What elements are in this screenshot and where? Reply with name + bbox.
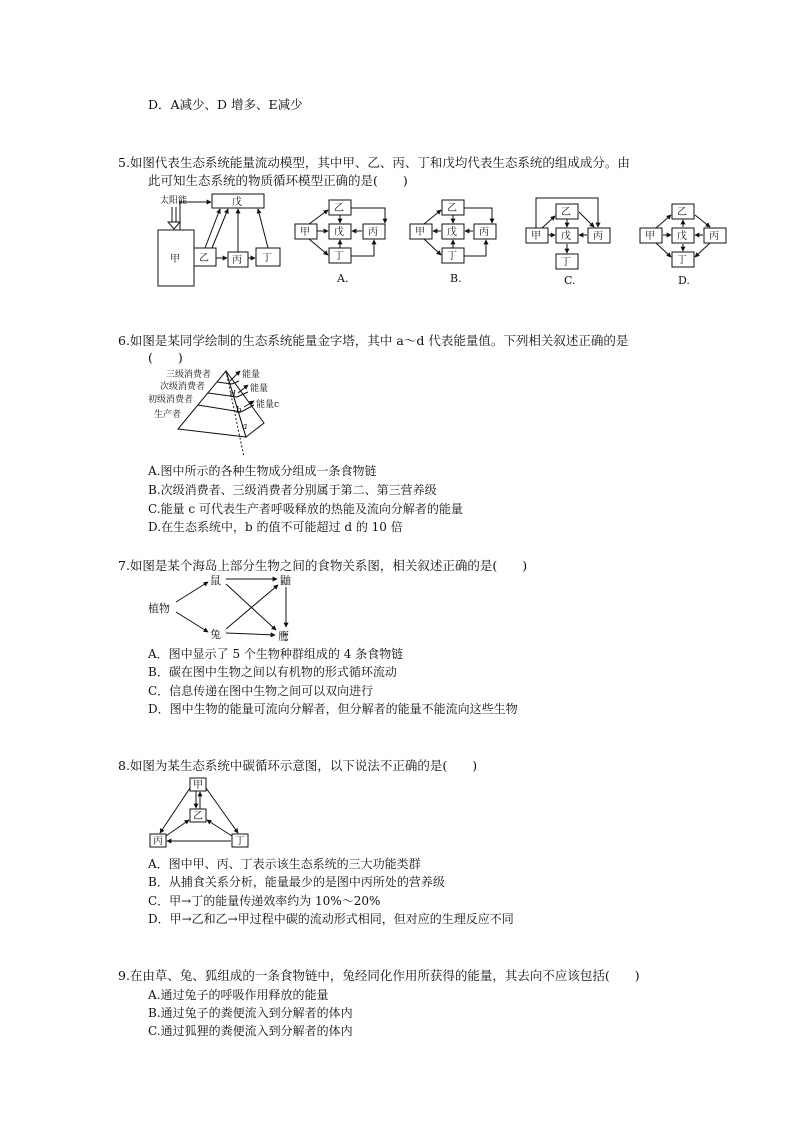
q7-plant: 植物 (148, 602, 170, 615)
q7-food-web (146, 572, 306, 644)
q8-bing: 丙 (153, 836, 163, 847)
q9-option-b[interactable]: B.通过兔子的粪便流入到分解者的体内 (148, 1006, 353, 1020)
q5-b-bing: 丙 (479, 227, 489, 238)
q5-b-yi: 乙 (447, 203, 457, 214)
q6-energy-label-2: 能量 (250, 384, 269, 394)
q7-rabbit: 兔 (210, 628, 221, 641)
q5-option-d-diagram (634, 198, 734, 288)
q5-a-bing: 丙 (368, 227, 378, 238)
q5-option-b-diagram (408, 198, 508, 288)
q6-level-primary: 初级消费者 (148, 395, 194, 405)
q5-jia-box: 甲 (170, 254, 180, 265)
q8-option-c[interactable]: C．甲→丁的能量传递效率约为 10%～20% (148, 894, 381, 908)
q6-stem-line2: ( ) (148, 350, 183, 365)
q5-option-a-diagram (291, 198, 391, 288)
q7-rat: 鼠 (210, 574, 221, 587)
q5-c-bing: 丙 (593, 231, 603, 242)
q5-d-yi: 乙 (677, 207, 687, 218)
q6-letter-b: b (236, 406, 242, 416)
q5-a-yi: 乙 (334, 203, 344, 214)
q5-yi-box: 乙 (199, 253, 209, 264)
q5-d-wu: 戊 (677, 231, 687, 242)
q6-energy-label-c: 能量c (256, 400, 280, 410)
q5-c-ding: 丁 (561, 257, 571, 268)
q7-option-b[interactable]: B．碳在图中生物之间以有机物的形式循环流动 (148, 665, 397, 679)
q5-b-jia: 甲 (415, 227, 425, 238)
q5-stem-line2: 此可知生态系统的物质循环模型正确的是( ) (148, 173, 408, 188)
q6-option-c[interactable]: C.能量 c 可代表生产者呼吸释放的热能及流向分解者的能量 (148, 502, 463, 516)
q6-level-tertiary: 三级消费者 (166, 370, 212, 380)
q5-d-ding: 丁 (677, 255, 687, 266)
q9-option-c[interactable]: C.通过狐狸的粪便流入到分解者的体内 (148, 1024, 353, 1038)
q5-sun-label: 太阳能 (160, 196, 188, 206)
q8-carbon-cycle (148, 776, 252, 850)
q6-option-b[interactable]: B.次级消费者、三级消费者分别属于第二、第三营养级 (148, 483, 437, 497)
q5-option-c-diagram (522, 198, 622, 288)
q5-a-jia: 甲 (300, 227, 310, 238)
q8-option-d[interactable]: D．甲→乙和乙→甲过程中碳的流动形式相同，但对应的生理反应不同 (148, 912, 514, 926)
q7-snake: 鼬 (280, 574, 291, 587)
q5-energy-flow-model (150, 192, 290, 288)
q6-option-d[interactable]: D.在生态系统中，b 的值不可能超过 d 的 10 倍 (148, 520, 403, 534)
q9-option-a[interactable]: A.通过兔子的呼吸作用释放的能量 (148, 988, 329, 1002)
q6-energy-pyramid (146, 367, 296, 462)
q5-b-ding: 丁 (447, 251, 457, 262)
q5-option-a-label[interactable]: A. (337, 272, 349, 285)
q5-c-yi: 乙 (561, 207, 571, 218)
q8-jia: 甲 (193, 780, 203, 791)
q9-stem: 9.在由草、兔、狐组成的一条食物链中，兔经同化作用所获得的能量，其去向不应该包括( ) (118, 968, 640, 983)
q7-option-d[interactable]: D．图中生物的能量可流向分解者，但分解者的能量不能流向这些生物 (148, 702, 518, 716)
q7-option-a[interactable]: A．图中显示了 5 个生物种群组成的 4 条食物链 (148, 647, 404, 661)
q5-wu-box: 戊 (232, 197, 242, 208)
q5-ding-box: 丁 (262, 253, 272, 264)
q6-level-secondary: 次级消费者 (160, 382, 206, 392)
q6-stem-line1: 6.如图是某同学绘制的生态系统能量金字塔，其中 a～d 代表能量值。下列相关叙述正确的是 (118, 333, 629, 348)
q8-yi: 乙 (193, 811, 203, 822)
q8-option-b[interactable]: B．从捕食关系分析，能量最少的是图中丙所处的营养级 (148, 875, 445, 889)
q6-level-producer: 生产者 (154, 410, 182, 420)
q5-option-d-label[interactable]: D. (678, 274, 690, 287)
q6-letter-d: d (230, 390, 236, 400)
q8-ding: 丁 (235, 836, 245, 847)
q5-a-ding: 丁 (334, 251, 344, 262)
q5-stem-line1: 5.如图代表生态系统能量流动模型，其中甲、乙、丙、丁和戊均代表生态系统的组成成分。由 (118, 155, 630, 170)
q5-a-wu: 戊 (334, 227, 344, 238)
q7-eagle: 鹰 (278, 630, 289, 643)
q5-c-jia: 甲 (531, 231, 541, 242)
q5-d-jia: 甲 (645, 231, 655, 242)
q8-stem: 8.如图为某生态系统中碳循环示意图，以下说法不正确的是( ) (118, 758, 478, 773)
q5-b-wu: 戊 (447, 227, 457, 238)
q7-option-c[interactable]: C．信息传递在图中生物之间可以双向进行 (148, 684, 374, 698)
q5-c-wu: 戊 (561, 231, 571, 242)
q5-option-c-label[interactable]: C. (564, 274, 576, 287)
q6-letter-a: a (242, 422, 248, 432)
q5-d-bing: 丙 (709, 231, 719, 242)
q7-stem: 7.如图是某个海岛上部分生物之间的食物关系图，相关叙述正确的是( ) (118, 558, 528, 573)
q6-energy-label-1: 能量 (242, 370, 261, 380)
q5-bing-box: 丙 (232, 255, 242, 266)
q8-option-a[interactable]: A．图中甲、丙、丁表示该生态系统的三大功能类群 (148, 857, 421, 871)
q6-option-a[interactable]: A.图中所示的各种生物成分组成一条食物链 (148, 464, 377, 478)
q4-option-d: D．A减少、D 增多、E减少 (148, 97, 303, 112)
q5-option-b-label[interactable]: B. (450, 272, 462, 285)
